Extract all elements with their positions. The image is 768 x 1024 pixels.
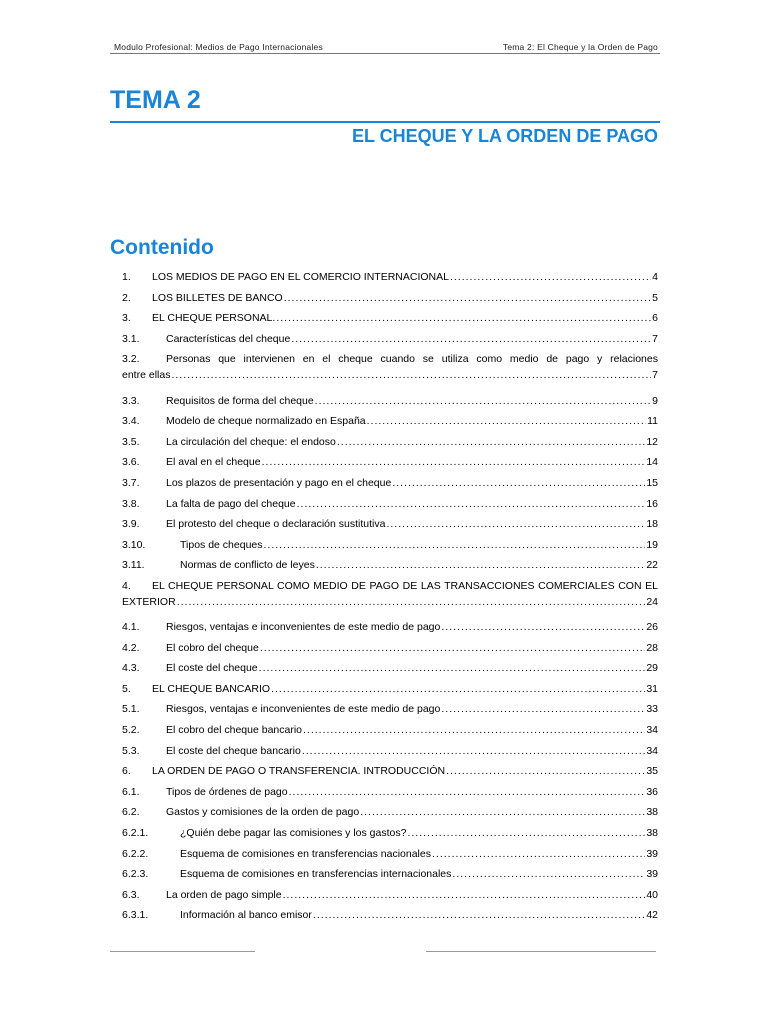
toc-entry[interactable]	[122, 681, 658, 702]
toc-leader-dots	[367, 413, 646, 429]
toc-entry-line	[122, 660, 658, 676]
header-left-text: Modulo Profesional: Medios de Pago Internacionales	[114, 42, 323, 52]
toc-leader-dots	[313, 907, 645, 923]
toc-number: 6.1.	[122, 785, 140, 798]
toc-label: LOS MEDIOS DE PAGO EN EL COMERCIO INTERNACIONAL	[152, 271, 449, 283]
toc-entry[interactable]	[122, 393, 658, 414]
toc-entry-line	[122, 537, 658, 553]
toc-page-number: 5	[652, 291, 658, 304]
toc-label: EL CHEQUE PERSONAL.	[152, 312, 276, 325]
toc-label: EL CHEQUE BANCARIO	[152, 682, 271, 695]
toc-number: 6.2.2.	[122, 847, 149, 860]
toc-number: 3.1.	[122, 332, 140, 345]
toc-entry[interactable]	[122, 866, 658, 887]
toc-label: Personas que intervienen en el cheque cuando se utiliza como medio de pago y relaciones	[166, 353, 658, 366]
toc-number: 3.4.	[122, 415, 140, 428]
toc-page-number: 22	[646, 559, 658, 572]
toc-number: 3.	[122, 312, 131, 325]
toc-entry-line	[122, 393, 658, 409]
toc-entry[interactable]	[122, 516, 658, 537]
toc-entry[interactable]	[122, 496, 658, 517]
toc-entry[interactable]	[122, 907, 658, 928]
toc-leader-dots	[302, 743, 645, 759]
toc-number: 5.3.	[122, 744, 140, 757]
toc-label: Riesgos, ventajas e inconvenientes de este medio de pago	[166, 703, 441, 716]
toc-number: 3.3.	[122, 394, 140, 407]
toc-entry[interactable]	[122, 269, 658, 290]
toc-page-number: 7	[652, 369, 658, 382]
toc-entry-line	[122, 722, 658, 738]
toc-page-number: 31	[646, 682, 658, 695]
toc-leader-dots	[264, 537, 646, 553]
toc-entry[interactable]	[122, 537, 658, 558]
toc-leader-dots	[432, 846, 645, 862]
toc-label: Requisitos de forma del cheque	[166, 394, 314, 407]
toc-leader-dots	[441, 619, 645, 635]
toc-page-number: 16	[646, 497, 658, 510]
toc-entry-line	[122, 619, 658, 635]
toc-entry[interactable]	[122, 763, 658, 784]
toc-leader-dots	[284, 290, 651, 306]
toc-label: LA ORDEN DE PAGO O TRANSFERENCIA. INTRODUCCIÓN	[152, 765, 446, 778]
toc-page-number: 33	[646, 703, 658, 716]
page-header	[114, 42, 658, 52]
toc-page-number: 11	[647, 415, 658, 428]
toc-entry-line	[122, 701, 658, 717]
toc-entry[interactable]	[122, 660, 658, 681]
toc-label: Información al banco emisor	[180, 909, 312, 922]
toc-leader-dots	[177, 594, 646, 610]
toc-page-number: 39	[646, 847, 658, 860]
toc-entry-line	[122, 887, 658, 903]
toc-number: 5.	[122, 682, 131, 695]
toc-entry[interactable]	[122, 557, 658, 578]
toc-page-number: 39	[646, 868, 658, 881]
toc-entry-line	[122, 640, 658, 656]
toc-entry[interactable]	[122, 804, 658, 825]
toc-entry[interactable]	[122, 825, 658, 846]
toc-leader-dots	[303, 722, 645, 738]
toc-label: Riesgos, ventajas e inconvenientes de este medio de pago	[166, 621, 441, 634]
toc-page-number: 15	[646, 476, 658, 489]
toc-leader-dots	[392, 475, 645, 491]
toc-entry[interactable]	[122, 578, 658, 619]
toc-label: El protesto del cheque o declaración sustitutiva	[166, 518, 386, 531]
toc-page-number: 29	[646, 662, 658, 675]
toc-leader-dots	[315, 393, 651, 409]
toc-label: La falta de pago del cheque	[166, 497, 296, 510]
toc-entry-second-line	[122, 367, 658, 383]
toc-page-number: 38	[646, 827, 658, 840]
toc-leader-dots	[271, 681, 645, 697]
toc-number: 4.2.	[122, 641, 140, 654]
toc-page-number: 9	[652, 394, 658, 407]
toc-number: 3.5.	[122, 435, 140, 448]
toc-entry[interactable]	[122, 722, 658, 743]
toc-entry[interactable]	[122, 413, 658, 434]
toc-page-number: 19	[646, 538, 658, 551]
toc-leader-dots	[276, 310, 651, 326]
toc-entry-line	[122, 866, 658, 882]
toc-page-number: 12	[646, 435, 658, 448]
toc-number: 3.6.	[122, 456, 140, 469]
toc-entry[interactable]	[122, 290, 658, 311]
toc-entry-line	[122, 475, 658, 491]
table-of-contents	[122, 269, 658, 928]
toc-entry[interactable]	[122, 846, 658, 867]
toc-label: Gastos y comisiones de la orden de pago	[166, 806, 360, 819]
toc-page-number: 35	[646, 765, 658, 778]
toc-leader-dots	[260, 640, 645, 656]
toc-leader-dots	[171, 367, 651, 383]
toc-label: Modelo de cheque normalizado en España	[166, 415, 366, 428]
toc-label: La orden de pago simple	[166, 888, 282, 901]
toc-entry-line	[122, 290, 658, 306]
toc-label: El coste del cheque bancario	[166, 744, 301, 757]
toc-page-number: 34	[646, 724, 658, 737]
toc-label: El cobro del cheque	[166, 641, 259, 654]
toc-number: 3.8.	[122, 497, 140, 510]
toc-entry-line	[122, 557, 658, 573]
toc-leader-dots	[262, 454, 646, 470]
toc-leader-dots	[452, 866, 645, 882]
toc-page-number: 34	[646, 744, 658, 757]
toc-leader-dots	[441, 701, 645, 717]
toc-label: Esquema de comisiones en transferencias nacionales	[180, 847, 431, 860]
toc-entry[interactable]	[122, 619, 658, 640]
toc-leader-dots	[316, 557, 645, 573]
toc-entry[interactable]	[122, 351, 658, 392]
toc-entry[interactable]	[122, 454, 658, 475]
toc-entry[interactable]	[122, 784, 658, 805]
toc-entry[interactable]	[122, 331, 658, 352]
footer-divider-left	[110, 951, 255, 952]
toc-entry-first-line	[122, 578, 658, 594]
toc-leader-dots	[283, 887, 646, 903]
toc-page-number: 14	[646, 456, 658, 469]
toc-leader-dots	[297, 496, 646, 512]
toc-entry-line	[122, 454, 658, 470]
toc-entry-line	[122, 496, 658, 512]
toc-page-number: 36	[646, 785, 658, 798]
toc-entry-second-line	[122, 594, 658, 610]
toc-label: El aval en el cheque	[166, 456, 261, 469]
toc-page-number: 26	[646, 621, 658, 634]
toc-entry-line	[122, 413, 658, 429]
toc-number: 3.2.	[122, 353, 140, 366]
toc-leader-dots	[291, 331, 651, 347]
toc-number: 3.11.	[122, 559, 145, 572]
toc-page-number: 28	[646, 641, 658, 654]
toc-leader-dots	[289, 784, 646, 800]
toc-entry[interactable]	[122, 887, 658, 908]
toc-entry-line	[122, 269, 658, 285]
toc-number: 6.3.1.	[122, 909, 149, 922]
toc-page-number: 18	[646, 518, 658, 531]
toc-number: 5.2.	[122, 724, 140, 737]
toc-label: Características del cheque	[166, 332, 291, 345]
toc-leader-dots	[337, 434, 645, 450]
toc-entry[interactable]	[122, 640, 658, 661]
toc-page-number: 7	[652, 332, 658, 345]
toc-entry-line	[122, 434, 658, 450]
toc-label: Tipos de cheques	[180, 538, 263, 551]
toc-leader-dots	[407, 825, 645, 841]
toc-entry-line	[122, 681, 658, 697]
toc-number: 6.2.1.	[122, 827, 149, 840]
toc-number: 2.	[122, 291, 131, 304]
contents-heading: Contenido	[110, 236, 214, 259]
toc-page-number: 6	[652, 312, 658, 325]
toc-entry[interactable]	[122, 434, 658, 455]
toc-number: 4.1.	[122, 621, 140, 634]
toc-entry[interactable]	[122, 743, 658, 764]
toc-entry-line	[122, 331, 658, 347]
toc-label: El cobro del cheque bancario	[166, 724, 303, 737]
toc-label-continuation: entre ellas	[122, 369, 171, 382]
toc-leader-dots	[360, 804, 645, 820]
toc-page-number: 38	[646, 806, 658, 819]
toc-leader-dots	[446, 763, 645, 779]
toc-entry[interactable]	[122, 475, 658, 496]
toc-entry-first-line	[122, 351, 658, 367]
header-right-text: Tema 2: El Cheque y la Orden de Pago	[502, 42, 658, 52]
toc-entry[interactable]	[122, 310, 658, 331]
toc-page-number: 42	[646, 909, 658, 922]
header-divider	[110, 53, 660, 54]
page-title: TEMA 2	[110, 86, 201, 114]
toc-label: El coste del cheque	[166, 662, 258, 675]
toc-label: Normas de conflicto de leyes	[180, 559, 315, 572]
toc-entry-line	[122, 784, 658, 800]
toc-leader-dots	[450, 269, 651, 285]
toc-page-number: 40	[646, 888, 658, 901]
toc-number: 1.	[122, 271, 131, 283]
toc-label: ¿Quién debe pagar las comisiones y los gastos?	[180, 827, 407, 840]
toc-entry-line	[122, 310, 658, 326]
toc-number: 3.10.	[122, 538, 146, 551]
toc-label: Esquema de comisiones en transferencias internacionales	[180, 868, 452, 881]
toc-entry-line	[122, 763, 658, 779]
toc-entry-line	[122, 907, 658, 923]
toc-number: 6.2.3.	[122, 868, 149, 881]
toc-number: 3.7.	[122, 476, 140, 489]
toc-entry[interactable]	[122, 701, 658, 722]
toc-label-continuation: EXTERIOR	[122, 595, 176, 608]
toc-number: 4.	[122, 579, 131, 592]
toc-number: 4.3.	[122, 662, 140, 675]
toc-label: Los plazos de presentación y pago en el cheque	[166, 476, 392, 489]
toc-number: 6.2.	[122, 806, 140, 819]
toc-entry-line	[122, 846, 658, 862]
toc-entry-line	[122, 743, 658, 759]
page-subtitle: EL CHEQUE Y LA ORDEN DE PAGO	[351, 126, 658, 146]
toc-page-number: 4	[652, 271, 658, 283]
toc-label: Tipos de órdenes de pago	[166, 785, 288, 798]
toc-entry-line	[122, 825, 658, 841]
toc-number: 6.	[122, 765, 131, 778]
toc-number: 6.3.	[122, 888, 140, 901]
footer-divider-right	[426, 951, 656, 952]
title-divider	[110, 121, 660, 123]
toc-leader-dots	[386, 516, 645, 532]
toc-label: EL CHEQUE PERSONAL COMO MEDIO DE PAGO DE LAS TRANSACCIONES COMERCIALES CON EL	[152, 579, 658, 592]
toc-label: LOS BILLETES DE BANCO	[152, 291, 283, 304]
toc-entry-line	[122, 804, 658, 820]
toc-number: 5.1.	[122, 703, 140, 716]
toc-number: 3.9.	[122, 518, 140, 531]
toc-page-number: 24	[646, 595, 658, 608]
toc-leader-dots	[259, 660, 646, 676]
toc-entry-line	[122, 516, 658, 532]
toc-label: La circulación del cheque: el endoso	[166, 435, 336, 448]
